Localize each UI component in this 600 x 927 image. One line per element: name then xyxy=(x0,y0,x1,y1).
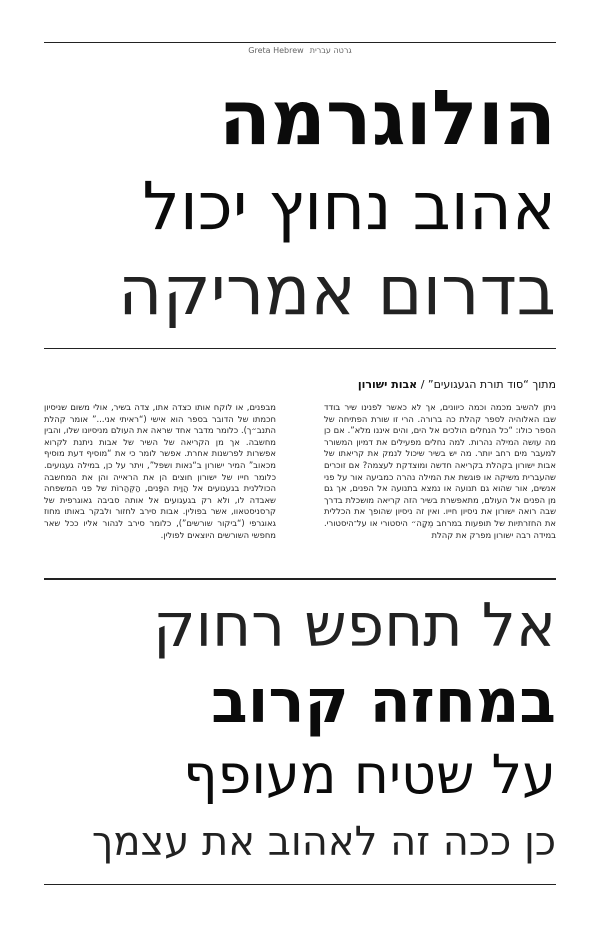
article-column-left: מבפנים, או לוקח אותו כצדה אתו, צדה בשיר, אולי משום שניסיון חכמתו של הדובר בספר הוא אישי (“ראיתי אני...” אומר קהלת התנב״ך). כלומר מדבר אחד שראה את העולם מניסיונו שלו, והבין מחשבה. אך מן הקריאה של השיר של אבות ניתנת לקרוא אפשרות לפרשנות אחרת. אפשר לומר כי את “מוסיף דעת מוסיף מכאוב” המיר ישורון ב“נאות ושפל”, ויתר על כן, במילה געגועים. כלומר חייו של ישורון חוצים הן את הראייה והן את המחשבה הכוללנית בגעגועים אל הֲוַית הפָּנים, הַקְּהַרוֹת של פני המשפחה שאבדה לו, ולא רק בגעגועים אל אותה סביבה גאוגרפית של קרסניסטאוו, אשר בפולין. אבות סירב לחזור ולבקר באותו מחוז גאוגרפי (“ביקור שורשים”), כלומר סירב לנהור אליו ככל שאר מחפשי השורשים היוצאים לפולין. xyxy=(44,402,276,540)
display-line-medium: על שטיח מעופף xyxy=(183,748,556,806)
display-line-small-thin: כן ככה זה לאהוב את עצמך xyxy=(91,822,556,865)
top-rule xyxy=(44,42,556,43)
article-byline xyxy=(44,378,556,391)
specimen-header xyxy=(44,44,556,56)
font-name-latin: Greta Hebrew xyxy=(248,45,304,55)
byline-source: מתוך “סוד תורת הגעגועים” / xyxy=(420,378,556,391)
display-line-light: בדרום אמריקה xyxy=(118,258,556,331)
article-column-right: ניתן להשיב מכמה וכמה כיוונים, אך לא כאשר לפנינו שיר בודד שבו האלוהיה לספר קהלת כה ברורה. הרי זו שורת הפתיחה של הספר כולו: “כל הנחלים הולכים אל הים, והים איננו מלא”. אם כן מה עושה המילה נהרות. למה נחלים מפעילים את דמיון המשורר למעבר מים רחב יותר. מה יש בשיר שיכול לנמק את קריאתו של אבות ישורון בקהלת בקריאה חדשה ומוצדקת לעצמה? אם זוכרים שהעברית משיקה או פוגשת את המילה נהרה כמביעה אור על פני אנשים, אור שהוא גם תנועה או נמצא בתנועה אל הפנים, אך גם מן הפנים אל העולם, מתאפשרת בשיר הזה קריאה מושכלת בדרך שבה רואה ישורון את ניסיון חייו. ואין זה ניסיון שהופך את הכללית את החזרתיות של תופעות במרחב מְקָה״ היסטורי או על־היסטורי. במידה רבה ישורון מפרק את קהלת xyxy=(324,402,556,540)
display-line-thin: אל תחפש רחוק xyxy=(153,596,556,661)
byline-author: אבות ישורון xyxy=(357,378,418,391)
divider-rule-2 xyxy=(44,578,556,580)
display-line-heavy: במחזה קרוב xyxy=(211,672,556,737)
display-line-black: הולוגרמה xyxy=(218,80,556,160)
article-columns xyxy=(44,402,556,552)
display-line-regular: אהוב נחוץ יכול xyxy=(142,174,556,245)
font-name-hebrew: גרטה עברית xyxy=(309,45,352,55)
divider-rule-1 xyxy=(44,348,556,349)
bottom-rule xyxy=(44,884,556,885)
